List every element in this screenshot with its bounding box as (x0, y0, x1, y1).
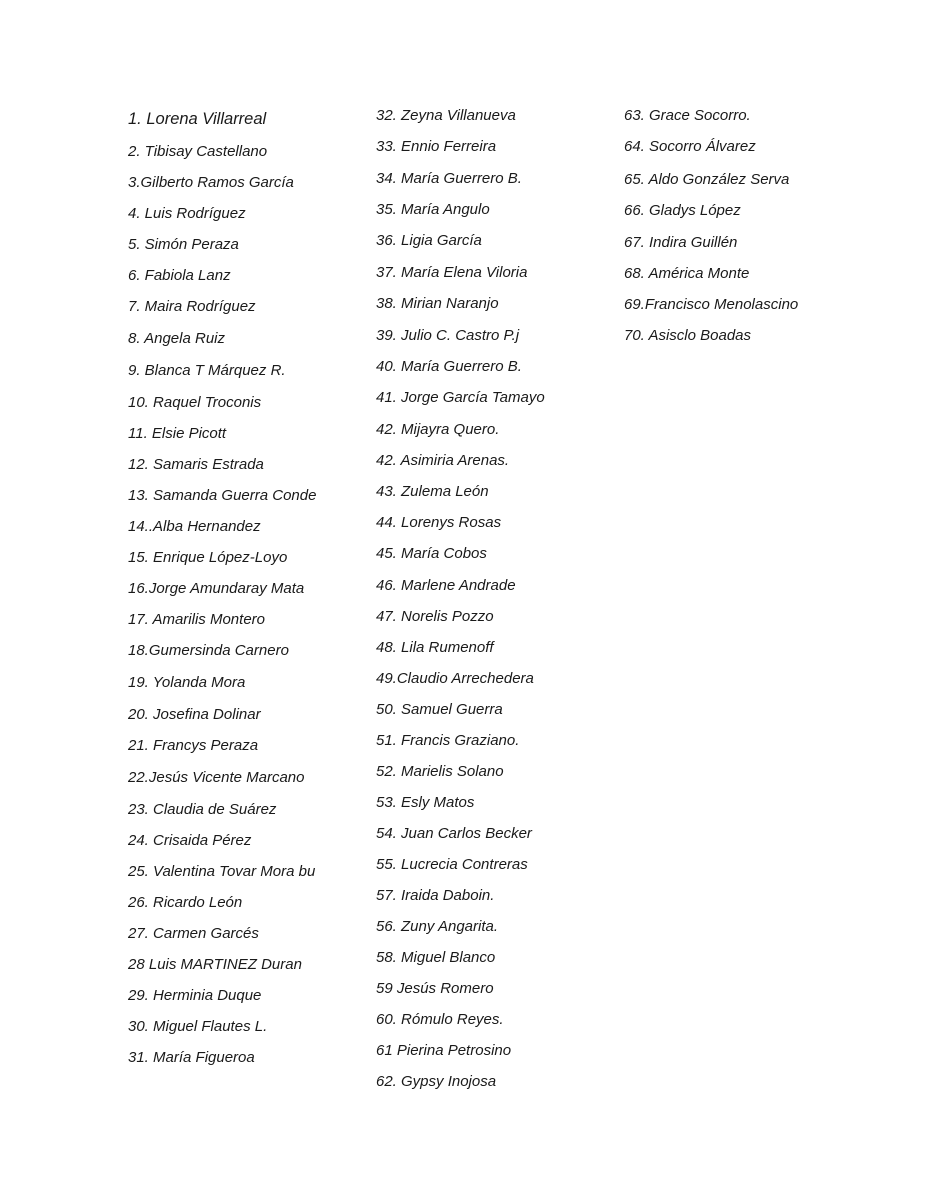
name-entry: 29. Herminia Duque (128, 987, 262, 1004)
name-entry: 69.Francisco Menolascino (624, 296, 799, 313)
name-entry: 52. Marielis Solano (376, 763, 504, 780)
name-entry: 8. Angela Ruiz (128, 330, 226, 347)
name-entry: 34. María Guerrero B. (376, 170, 522, 187)
name-entry: 59 Jesús Romero (376, 980, 494, 997)
name-entry: 63. Grace Socorro. (624, 107, 751, 124)
name-entry: 17. Amarilis Montero (128, 611, 265, 628)
name-entry: 32. Zeyna Villanueva (376, 107, 516, 124)
name-entry: 13. Samanda Guerra Conde (128, 487, 317, 504)
name-entry: 61 Pierina Petrosino (376, 1042, 512, 1059)
name-entry: 27. Carmen Garcés (128, 925, 259, 942)
name-entry: 31. María Figueroa (128, 1049, 255, 1066)
name-entry: 54. Juan Carlos Becker (376, 825, 532, 842)
name-entry: 20. Josefina Dolinar (128, 706, 261, 723)
name-entry: 7. Maira Rodríguez (128, 298, 256, 315)
name-entry: 49.Claudio Arrechedera (376, 670, 534, 687)
name-entry: 53. Esly Matos (376, 794, 475, 811)
name-entry: 40. María Guerrero B. (376, 358, 522, 375)
name-entry: 11. Elsie Picott (128, 425, 227, 442)
name-entry: 66. Gladys López (624, 202, 741, 219)
name-entry: 64. Socorro Álvarez (624, 138, 756, 155)
name-entry: 42. Mijayra Quero. (376, 421, 500, 438)
name-entry: 12. Samaris Estrada (128, 456, 264, 473)
name-entry: 38. Mirian Naranjo (376, 295, 499, 312)
name-entry: 21. Francys Peraza (128, 737, 259, 754)
name-entry: 33. Ennio Ferreira (376, 138, 497, 155)
name-entry: 47. Norelis Pozzo (376, 608, 494, 625)
name-entry: 45. María Cobos (376, 545, 487, 562)
name-entry: 28 Luis MARTINEZ Duran (128, 956, 302, 973)
name-entry: 14..Alba Hernandez (128, 518, 261, 535)
name-entry: 70. Asisclo Boadas (624, 327, 752, 344)
name-entry: 58. Miguel Blanco (376, 949, 496, 966)
name-entry: 16.Jorge Amundaray Mata (128, 580, 305, 597)
name-entry: 62. Gypsy Inojosa (376, 1073, 497, 1090)
name-entry: 37. María Elena Viloria (376, 264, 528, 281)
name-entry: 67. Indira Guillén (624, 234, 738, 251)
name-entry: 39. Julio C. Castro P.j (376, 327, 520, 344)
name-entry: 41. Jorge García Tamayo (376, 389, 545, 406)
name-entry: 15. Enrique López-Loyo (128, 549, 288, 566)
name-entry: 36. Ligia García (376, 232, 482, 249)
name-entry: 44. Lorenys Rosas (376, 514, 502, 531)
name-entry: 5. Simón Peraza (128, 236, 239, 253)
name-entry: 51. Francis Graziano. (376, 732, 520, 749)
name-entry: 30. Miguel Flautes L. (128, 1018, 268, 1035)
name-entry: 26. Ricardo León (128, 894, 243, 911)
name-entry: 24. Crisaida Pérez (128, 832, 252, 849)
name-entry: 9. Blanca T Márquez R. (128, 362, 286, 379)
name-entry: 60. Rómulo Reyes. (376, 1011, 504, 1028)
name-entry: 57. Iraida Daboin. (376, 887, 495, 904)
name-entry: 23. Claudia de Suárez (128, 801, 277, 818)
name-entry: 43. Zulema León (376, 483, 489, 500)
name-entry: 1. Lorena Villarreal (128, 110, 267, 128)
name-entry: 10. Raquel Troconis (128, 394, 262, 411)
name-entry: 18.Gumersinda Carnero (128, 642, 289, 659)
name-entry: 55. Lucrecia Contreras (376, 856, 528, 873)
name-entry: 25. Valentina Tovar Mora bu (128, 863, 316, 880)
name-entry: 19. Yolanda Mora (128, 674, 246, 691)
name-entry: 50. Samuel Guerra (376, 701, 503, 718)
name-entry: 35. María Angulo (376, 201, 490, 218)
name-entry: 56. Zuny Angarita. (376, 918, 499, 935)
name-entry: 2. Tibisay Castellano (128, 143, 268, 160)
name-entry: 3.Gilberto Ramos García (128, 174, 294, 191)
name-entry: 42. Asimiria Arenas. (376, 452, 510, 469)
name-entry: 65. Aldo González Serva (624, 171, 790, 188)
name-entry: 46. Marlene Andrade (376, 577, 516, 594)
name-entry: 22.Jesús Vicente Marcano (128, 769, 305, 786)
name-entry: 4. Luis Rodríguez (128, 205, 246, 222)
name-entry: 6. Fabiola Lanz (128, 267, 231, 284)
name-entry: 68. América Monte (624, 265, 750, 282)
name-entry: 48. Lila Rumenoff (376, 639, 494, 656)
